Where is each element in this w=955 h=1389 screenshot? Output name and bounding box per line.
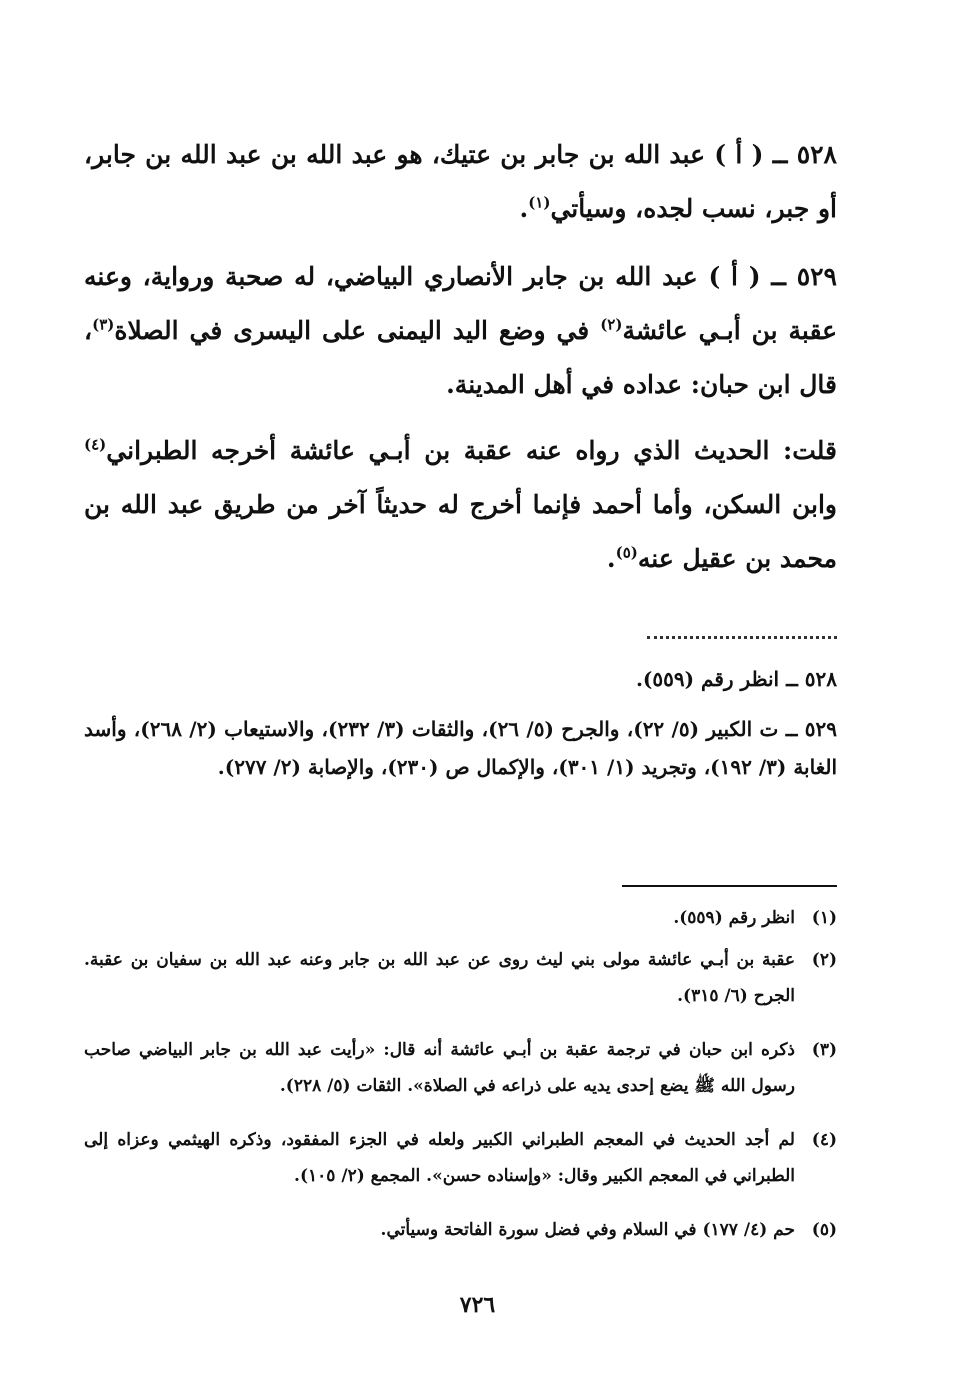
entry-text: في وضع اليد اليمنى على اليسرى في الصلاة xyxy=(114,316,601,345)
footnote-ref[interactable]: (٢) xyxy=(600,315,623,334)
page-number: ٧٢٦ xyxy=(459,1292,496,1318)
footnote-number: (٣) xyxy=(811,1040,837,1060)
footnote-number: (٤) xyxy=(811,1130,837,1150)
entry-text: . xyxy=(606,544,616,573)
ref-text: انظر رقم (٥٥٩). xyxy=(635,667,780,691)
entry-number: ٥٢٩ ــ xyxy=(771,262,837,291)
ref-number: ٥٢٨ ــ xyxy=(786,667,837,691)
footnote-4 xyxy=(84,1122,837,1194)
footnote-number: (٥) xyxy=(811,1220,837,1240)
footnote-3 xyxy=(84,1032,837,1104)
footnote-text: حم (٤/ ١٧٧) في السلام وفي فضل سورة الفاتحة وسيأتي. xyxy=(380,1220,795,1240)
footnote-ref[interactable]: (١) xyxy=(528,193,551,212)
footnote-text: لم أجد الحديث في المعجم الطبراني الكبير ولعله في الجزء المفقود، وذكره الهيثمي وعزاه إلى الطبراني في المعجم الكبير وقال: «وإسناده حسن». المجمع (٢/ ١٠٥). xyxy=(84,1130,795,1186)
entry-text: . xyxy=(519,194,529,223)
entry-text: قلت: الحديث الذي رواه عنه عقبة بن أبـي عائشة أخرجه الطبراني xyxy=(106,436,837,465)
footnote-rule xyxy=(622,885,837,887)
footnote-2 xyxy=(84,942,837,1014)
footnote-text: عقبة بن أبـي عائشة مولى بني ليث روى عن عبد الله بن جابر وعنه عبد الله بن سفيان بن عقبة. الجرح (٦/ ٣١٥). xyxy=(84,950,795,1006)
footnote-5 xyxy=(84,1212,837,1248)
entry-text: وابن السكن، وأما أحمد فإنما أخرج له حديثاً آخر من طريق عبد الله بن محمد بن عقيل عنه xyxy=(84,490,837,573)
footnote-text: انظر رقم (٥٥٩). xyxy=(673,908,795,928)
entry-text: ( أ ) عبد الله بن جابر الأنصاري البياضي، له صحبة ورواية، وعنه عقبة بن أبـي عائشة xyxy=(84,262,838,345)
footnote-text: ذكره ابن حبان في ترجمة عقبة بن أبـي عائشة أنه قال: «رأيت عبد الله بن جابر البياضي صاحب رسول الله ﷺ يضع إحدى يديه على ذراعه في الصلاة». الثقات (٥/ ٢٢٨). xyxy=(84,1040,795,1096)
ref-text: ت الكبير (٥/ ٢٢)، والجرح (٥/ ٢٦)، والثقات (٣/ ٢٣٢)، والاستيعاب (٢/ ٢٦٨)، وأسد الغابة (٣/ ١٩٢)، وتجريد (١/ ٣٠١)، والإكمال ص (٢٣٠)، والإصابة (٢/ ٢٧٧). xyxy=(84,717,837,779)
footnote-number: (٢) xyxy=(811,950,837,970)
footnote-number: (١) xyxy=(811,908,837,928)
source-ref-528 xyxy=(84,660,837,698)
footnote-ref[interactable]: (٣) xyxy=(92,315,115,334)
entry-528 xyxy=(84,128,837,236)
entry-529 xyxy=(84,250,837,412)
entry-text: ، قال ابن حبان: عداده في أهل المدينة. xyxy=(84,316,837,399)
source-ref-529 xyxy=(84,710,837,786)
entry-comment xyxy=(84,424,837,586)
footnote-ref[interactable]: (٥) xyxy=(615,543,638,562)
footnote-1 xyxy=(84,900,837,936)
dotted-separator xyxy=(647,636,837,639)
footnote-ref[interactable]: (٤) xyxy=(84,435,107,454)
entry-text: ( أ ) عبد الله بن جابر بن عتيك، هو عبد الله بن عبد الله بن جابر، أو جبر، نسب لجده، وسيأتي xyxy=(84,140,837,223)
ref-number: ٥٢٩ ــ xyxy=(785,717,837,741)
entry-number: ٥٢٨ ــ xyxy=(772,140,837,169)
